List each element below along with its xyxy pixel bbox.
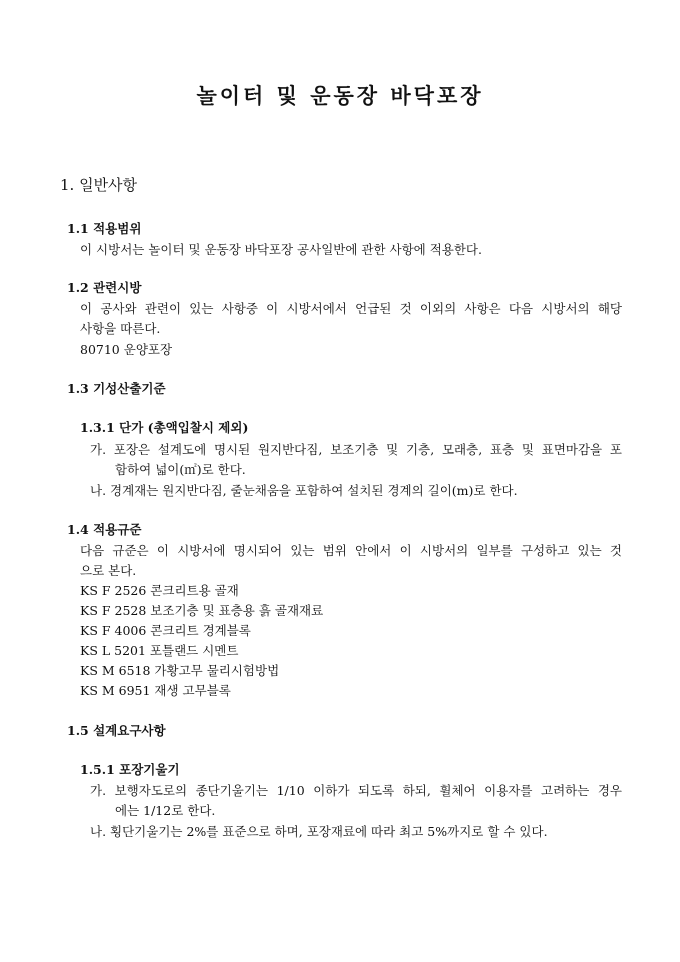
section-1-3-heading: 1.3 기성산출기준 xyxy=(67,381,166,396)
section-1-5-1-heading: 1.5.1 포장기울기 xyxy=(80,762,180,777)
section-1-1-heading: 1.1 적용범위 xyxy=(67,221,142,236)
standard-item: KS M 6951 재생 고무블록 xyxy=(80,683,231,698)
section-1-heading: 1. 일반사항 xyxy=(60,176,138,194)
section-1-3-1-item-ga-line-2: 함하여 넓이(㎡)로 한다. xyxy=(115,462,246,477)
standard-item: KS F 4006 콘크리트 경계블록 xyxy=(80,623,251,638)
section-1-1-text: 이 시방서는 놀이터 및 운동장 바닥포장 공사일반에 관한 사항에 적용한다. xyxy=(80,242,482,257)
section-1-2-reference: 80710 운양포장 xyxy=(80,342,173,357)
section-1-5-1-item-ga-line-1: 가. 보행자도로의 종단기울기는 1/10 이하가 되도록 하되, 휠체어 이용자를 고려하는 경우 xyxy=(90,783,622,798)
page-title: 놀이터 및 운동장 바닥포장 xyxy=(196,83,484,108)
section-1-2-line-2: 사항을 따른다. xyxy=(80,321,161,336)
section-1-2-heading: 1.2 관련시방 xyxy=(67,280,142,295)
section-1-3-1-heading: 1.3.1 단가 (총액입찰시 제외) xyxy=(80,420,249,435)
section-1-4-heading: 1.4 적용규준 xyxy=(67,522,142,537)
section-1-4-line-1: 다음 규준은 이 시방서에 명시되어 있는 범위 안에서 이 시방서의 일부를 구성하고 있는 것 xyxy=(80,543,622,558)
section-1-3-1-item-na: 나. 경계재는 원지반다짐, 줄눈채움을 포함하여 설치된 경계의 길이(m)로 한다. xyxy=(90,483,518,498)
standard-item: KS L 5201 포틀랜드 시멘트 xyxy=(80,643,239,658)
standard-item: KS M 6518 가황고무 물리시험방법 xyxy=(80,663,280,678)
section-1-5-1-item-ga-line-2: 에는 1/12로 한다. xyxy=(115,803,216,818)
section-1-3-1-item-ga-line-1: 가. 포장은 설계도에 명시된 원지반다짐, 보조기층 및 기층, 모래층, 표층 및 표면마감을 포 xyxy=(90,442,622,457)
section-1-4-line-2: 으로 본다. xyxy=(80,563,137,578)
section-1-5-heading: 1.5 설계요구사항 xyxy=(67,723,166,738)
section-1-5-1-item-na: 나. 횡단기울기는 2%를 표준으로 하며, 포장재료에 따라 최고 5%까지로 할 수 있다. xyxy=(90,824,548,839)
section-1-2-line-1: 이 공사와 관련이 있는 사항중 이 시방서에서 언급된 것 이외의 사항은 다음 시방서의 해당 xyxy=(80,301,622,316)
standard-item: KS F 2526 콘크리트용 골재 xyxy=(80,583,239,598)
standard-item: KS F 2528 보조기층 및 표층용 흙 골재재료 xyxy=(80,603,324,618)
